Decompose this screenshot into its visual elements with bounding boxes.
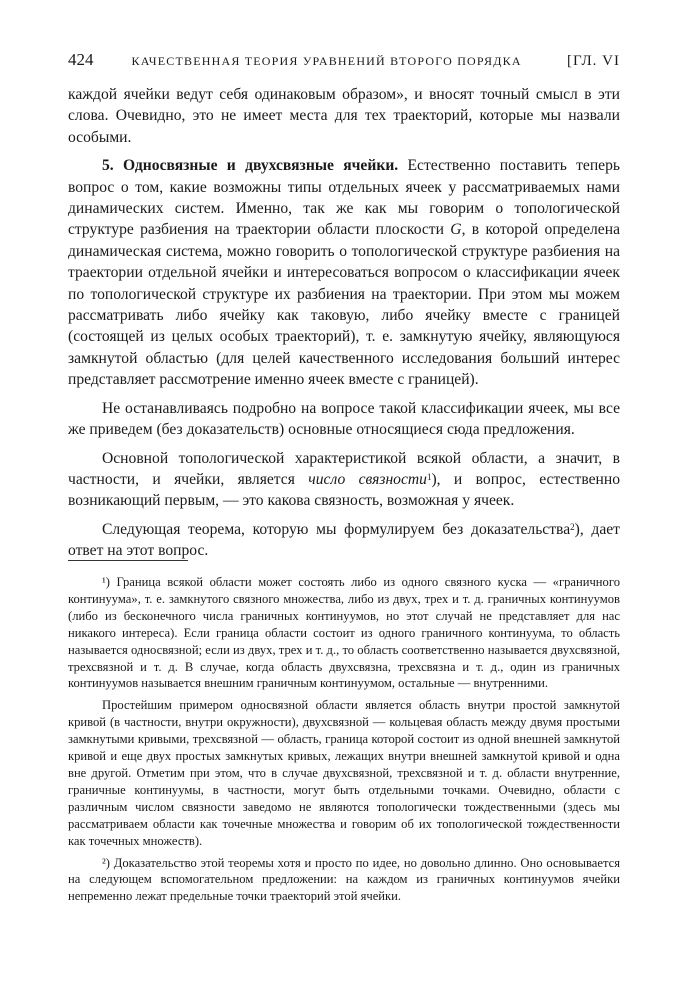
paragraph-text: Естественно поставить теперь вопрос о том, какие возможны типы отдельных ячеек у рассматриваемых нами динамических систем. Именно, так же как мы говорим о топологической структуре разбиения на траектории области плоскости [68,157,621,239]
footnote-ref: 2 [570,521,575,532]
emphasized-term: число связности [308,470,427,488]
paragraph-text: ), и вопрос, естественно возникающий первым, — это какова связность, возможная у ячеек. [68,470,621,510]
footnote-ref: 1 [426,471,432,482]
paragraph-connectivity [68,448,620,512]
main-text [68,84,620,569]
paragraph-section-5 [68,155,620,390]
paragraph-continuation: каждой ячейки ведут себя одинаковым образом», и вносят точный смысл в эти слова. Очевидно, это не имеет места для тех траекторий, которые мы назвали особыми. [68,86,620,146]
paragraph-text: Следующая теорема, которую мы формулируем без доказательства [102,520,571,538]
page-number: 424 [68,50,94,69]
footnote-1-continued: Простейшим примером односвязной области является область внутри простой замкнутой кривой (в частности, внутри окружности), двухсвязной — кольцевая область между двумя простыми замкнутыми кривыми, трехсвязной — область, граница которой состоит из одной внешней замкнутой кривой и еще двух простых замкнутых кривых, лежащих внутри внешней замкнутой кривой и одна вне другой. Отметим при этом, что в случае двухсвязной, трехсвязной и т. д. области внутренние, граничные континуумы, в частности, могут быть отдельными точками. Очевидно, области с различным числом связности заведомо не являются топологически тождественными (здесь мы рассматриваем области как точечные множества и говорим об их топологической тождественности как точечных множеств). [68,698,620,848]
math-symbol: G [450,221,462,239]
footnotes [68,574,620,910]
running-title: КАЧЕСТВЕННАЯ ТЕОРИЯ УРАВНЕНИЙ ВТОРОГО ПОРЯДКА [131,54,522,68]
chapter-label: [ГЛ. VI [566,53,620,69]
paragraph-text: Основной топологической характеристикой всякой области, а значит, в частности, и ячейки, является [68,449,620,488]
footnote-divider [68,560,188,561]
paragraph-classification: Не останавливаясь подробно на вопросе такой классификации ячеек, мы все же приведем (без доказательств) основные относящиеся сюда предложения. [68,399,620,439]
paragraph-text: , в которой определена динамическая система, можно говорить о топологической структуре разбиения на траектории отдельной ячейки и интересоваться вопросом о классификации ячеек по топологической структуре их разбиения на траектории. При этом мы можем рассматривать либо ячейку как таковую, либо ячейку вместе с границей (состоящей из целых особых траекторий), т. е. замкнутую ячейку, являющуюся замкнутой областью (для целей качественного исследования больший интерес представляет рассмотрение именно ячеек вместе с границей). [68,221,620,389]
paragraph-theorem-intro [68,519,620,562]
page-header [68,50,620,74]
section-heading: 5. Односвязные и двухсвязные ячейки. [102,157,399,175]
footnote-1: ¹) Граница всякой области может состоять либо из одного связного куска — «граничного континуума», т. е. замкнутого связного множества, либо из двух, трех и т. д. граничных континуумов (либо из бесконечного числа граничных континуумов, но этот случай не представляет для нас никакого интереса). Если граница области состоит из одного граничного континуума, то область называется односвязной; если из двух, трех и т. д., то область соответственно называется двухсвязной, трехсвязной и т. д. В случае, когда область двухсвязна, трехсвязна и т. д., один из граничных континуумов называется внешним граничным континуумом, остальные — внутренними. [68,575,620,691]
paragraph-text: ), дает ответ на этот вопрос. [68,520,620,560]
footnote-2: ²) Доказательство этой теоремы хотя и просто по идее, но довольно длинно. Оно основывается на следующем вспомогательном предложении: на каждом из граничных континуумов ячейки непременно лежат предельные точки траекторий этой ячейки. [68,855,620,904]
